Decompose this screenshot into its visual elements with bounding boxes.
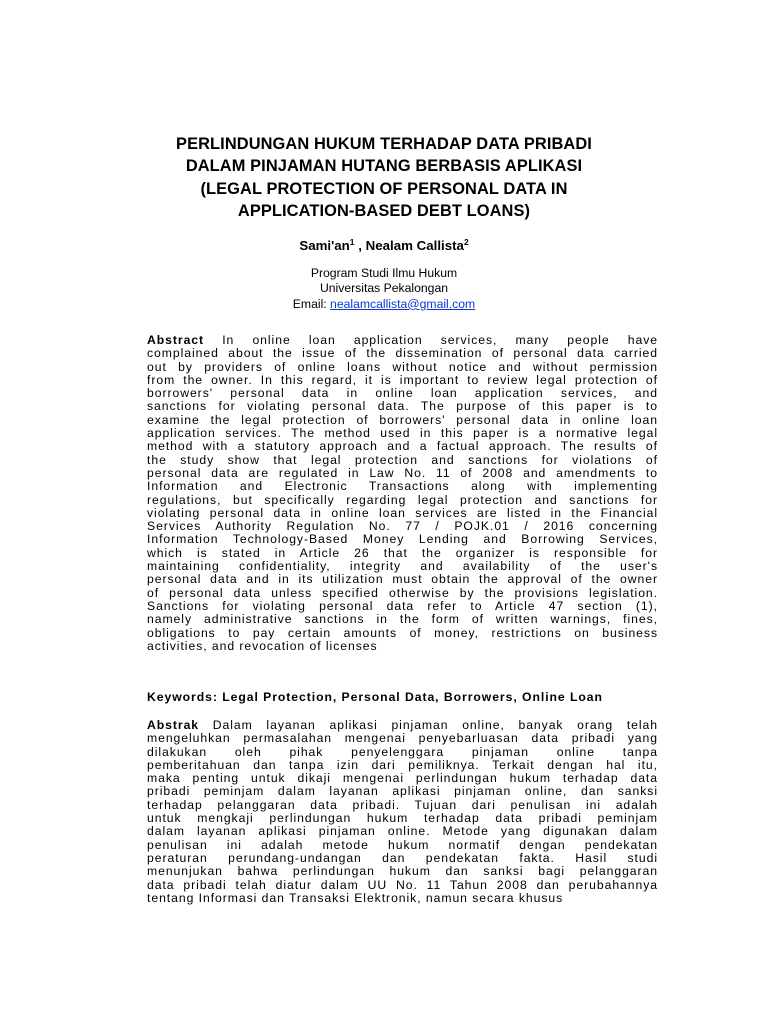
abstract-id-line — [147, 879, 658, 892]
abstract-id-text: pemberitahuan dan tanpa izin dari pemiliknya. Terkait dengan hal itu, — [147, 757, 658, 772]
abstract-en-line — [147, 547, 658, 560]
abstract-id-text: dalam layanan aplikasi pinjaman online. Metode yang digunakan dalam — [147, 824, 658, 839]
abstract-en-line — [147, 480, 658, 493]
title-line-1: PERLINDUNGAN HUKUM TERHADAP DATA PRIBADI — [176, 135, 592, 153]
title-line-2: DALAM PINJAMAN HUTANG BERBASIS APLIKASI — [185, 157, 583, 176]
abstract-id-text: dilakukan oleh pihak penyelenggara pinjaman online tanpa — [147, 744, 658, 759]
abstract-en-line — [147, 400, 658, 413]
abstract-id-text: menunjukan bahwa perlindungan hukum dan sanksi bagi pelanggaran — [147, 864, 658, 879]
abstract-id-line — [147, 825, 658, 838]
abstract-en-line — [147, 627, 658, 640]
abstract-id-line — [147, 785, 658, 798]
abstract-en-text: Services Authority Regulation No. 77 / POJK.01 / 2016 concerning — [147, 519, 658, 534]
author-separator: , — [354, 238, 366, 253]
abstract-id-line — [147, 839, 658, 852]
abstract-en-line — [147, 387, 658, 400]
author-line — [150, 237, 618, 255]
abstract-en-text: Information Technology-Based Money Lending and Borrowing Services, — [147, 532, 658, 547]
paper-title — [150, 133, 618, 223]
abstract-en-line — [147, 361, 658, 374]
abstract-id-line — [147, 865, 658, 878]
affiliation-program: Program Studi Ilmu Hukum — [310, 266, 458, 280]
abstract-en-line — [147, 440, 658, 453]
abstract-en-line — [147, 374, 658, 387]
abstract-id-text: mengeluhkan permasalahan mengenai penyebarluasan data pribadi yang — [147, 731, 658, 746]
abstract-en-text: out by providers of online loans without notice and without permission — [147, 359, 658, 374]
abstract-en-text: personal data and in its utilization must obtain the approval of the owner — [147, 572, 658, 587]
abstract-id-text: pribadi peminjam dalam layanan aplikasi pinjaman online, dan sanksi — [147, 784, 658, 799]
abstract-id-text: peraturan perundang-undangan dan pendekatan fakta. Hasil studi — [147, 850, 658, 865]
abstract-english — [147, 334, 658, 653]
abstract-en-text: which is stated in Article 26 that the organizer is responsible for — [147, 545, 658, 560]
abstract-en-label: Abstract — [147, 333, 205, 347]
abstract-en-text: the study show that legal protection and sanctions for violations of — [147, 452, 658, 467]
abstract-en-text: from the owner. In this regard, it is important to review legal protection of — [147, 372, 658, 387]
abstract-en-text: method with a statutory approach and a factual approach. The results of — [147, 439, 658, 454]
abstract-indonesian — [147, 719, 658, 905]
abstract-en-text: activities, and revocation of licenses — [147, 638, 378, 653]
abstract-id-line — [147, 732, 658, 745]
abstract-id-text: penulisan ini adalah metode hukum normatif dengan pendekatan — [147, 837, 658, 852]
affiliation-email-line — [150, 297, 618, 312]
abstract-en-line — [147, 347, 658, 360]
abstract-en-text: In online loan application services, many people have — [204, 333, 658, 347]
abstract-id-text: data pribadi telah diatur dalam UU No. 11 Tahun 2008 dan perubahannya — [147, 877, 658, 892]
abstract-en-line — [147, 467, 658, 480]
abstract-en-line — [147, 573, 658, 586]
abstract-id-line — [147, 772, 658, 785]
abstract-id-line — [147, 719, 658, 732]
abstract-id-label: Abstrak — [147, 718, 200, 732]
abstract-en-line — [147, 494, 658, 507]
abstract-en-line — [147, 454, 658, 467]
abstract-id-text: terhadap pelanggaran data pribadi. Tujuan dari penulisan ini adalah — [147, 797, 658, 812]
author-1-affiliation-mark: 1 — [349, 237, 355, 247]
abstract-en-line — [147, 334, 658, 347]
abstract-id-text: untuk mengkaji perlindungan hukum terhadap data pribadi peminjam — [147, 811, 658, 826]
abstract-id-line — [147, 812, 658, 825]
abstract-id-line — [147, 852, 658, 865]
abstract-id-text: tentang Informasi dan Transaksi Elektronik, namun secara khusus — [147, 890, 564, 905]
abstract-en-text: obligations to pay certain amounts of money, restrictions on business — [147, 625, 658, 640]
author-1-name: Sami'an — [299, 238, 350, 253]
abstract-en-line — [147, 533, 658, 546]
abstract-id-text: Dalam layanan aplikasi pinjaman online, banyak orang telah — [199, 718, 658, 732]
abstract-en-text: of personal data unless specified otherwise by the provisions legislation. — [147, 585, 658, 600]
abstract-en-text: Information and Electronic Transactions along with implementing — [147, 479, 658, 494]
author-2-affiliation-mark: 2 — [463, 237, 469, 247]
author-2-name: Nealam Callista — [365, 238, 464, 253]
abstract-en-text: sanctions for violating personal data. The purpose of this paper is to — [147, 399, 658, 414]
title-line-3: (LEGAL PROTECTION OF PERSONAL DATA IN — [200, 179, 568, 198]
affiliation-university: Universitas Pekalongan — [319, 281, 449, 296]
abstract-en-line — [147, 414, 658, 427]
abstract-en-line — [147, 640, 658, 653]
abstract-en-text: personal data are regulated in Law No. 11 of 2008 and amendments to — [147, 465, 658, 480]
abstract-en-text: violating personal data in online loan services are listed in the Financial — [147, 505, 658, 520]
abstract-en-text: maintaining confidentiality, integrity and availability of the user's — [147, 559, 658, 574]
abstract-en-line — [147, 507, 658, 520]
abstract-id-line — [147, 746, 658, 759]
abstract-id-line — [147, 799, 658, 812]
abstract-en-line — [147, 520, 658, 533]
affiliation-block — [150, 266, 618, 312]
abstract-en-line — [147, 587, 658, 600]
abstract-en-line — [147, 427, 658, 440]
keywords-line: Keywords: Legal Protection, Personal Data, Borrowers, Online Loan — [147, 690, 603, 704]
abstract-en-text: borrowers' personal data in online loan application services, and — [147, 386, 658, 401]
abstract-en-text: complained about the issue of the dissemination of personal data carried — [147, 346, 658, 361]
abstract-en-text: application services. The method used in this paper is a normative legal — [147, 426, 658, 441]
abstract-id-line — [147, 759, 658, 772]
abstract-en-line — [147, 600, 658, 613]
abstract-en-line — [147, 560, 658, 573]
abstract-en-text: namely administrative sanctions in the form of written warnings, fines, — [147, 612, 658, 627]
abstract-id-text: maka penting untuk dikaji mengenai perlindungan hukum terhadap data — [147, 771, 658, 786]
email-link[interactable]: nealamcallista@gmail.com — [330, 296, 476, 311]
abstract-en-text: regulations, but specifically regarding legal protection and sanctions for — [147, 492, 658, 507]
abstract-en-text: examine the legal protection of borrowers' personal data in online loan — [147, 412, 658, 427]
abstract-en-line — [147, 613, 658, 626]
email-label: Email: — [292, 296, 331, 311]
abstract-id-line — [147, 892, 658, 905]
title-line-4: APPLICATION-BASED DEBT LOANS) — [237, 202, 531, 221]
abstract-en-text: Sanctions for violating personal data refer to Article 47 section (1), — [147, 598, 658, 613]
